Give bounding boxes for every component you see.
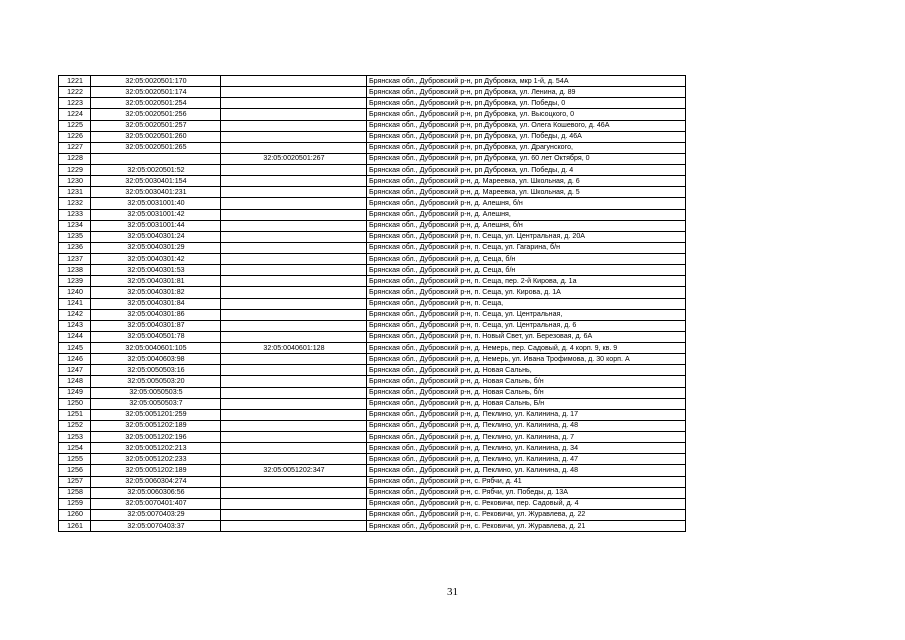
registry-table (58, 75, 686, 532)
table-row (59, 409, 686, 420)
table-row (59, 398, 686, 409)
table-row (59, 498, 686, 509)
linked-cadastral-number-cell (221, 265, 367, 276)
linked-cadastral-number-cell (221, 276, 367, 287)
cadastral-number-cell: 32:05:0020501:174 (91, 87, 221, 98)
table-row (59, 220, 686, 231)
table-row (59, 331, 686, 342)
cadastral-number-cell: 32:05:0051202:196 (91, 432, 221, 443)
table-row (59, 343, 686, 354)
table-row (59, 142, 686, 153)
cadastral-number-cell: 32:05:0050503:16 (91, 365, 221, 376)
linked-cadastral-number-cell (221, 454, 367, 465)
row-number-cell: 1228 (59, 153, 91, 164)
address-cell: Брянская обл., Дубровский р-н, п. Сеща, (367, 298, 686, 309)
cadastral-number-cell: 32:05:0050503:5 (91, 387, 221, 398)
table-row (59, 120, 686, 131)
table-row (59, 109, 686, 120)
row-number-cell: 1232 (59, 198, 91, 209)
table-row (59, 198, 686, 209)
table-row (59, 187, 686, 198)
cadastral-number-cell: 32:05:0051202:189 (91, 420, 221, 431)
table-row (59, 87, 686, 98)
table-row (59, 254, 686, 265)
cadastral-number-cell: 32:05:0040301:84 (91, 298, 221, 309)
cadastral-number-cell: 32:05:0031001:42 (91, 209, 221, 220)
cadastral-number-cell: 32:05:0040301:29 (91, 242, 221, 253)
row-number-cell: 1261 (59, 521, 91, 532)
linked-cadastral-number-cell (221, 476, 367, 487)
address-cell: Брянская обл., Дубровский р-н, д. Немерь, ул. Ивана Трофимова, д. 30 корп. А (367, 354, 686, 365)
address-cell: Брянская обл., Дубровский р-н, д. Немерь, пер. Садовый, д. 4 корп. 9, кв. 9 (367, 343, 686, 354)
cadastral-number-cell: 32:05:0040301:82 (91, 287, 221, 298)
cadastral-number-cell: 32:05:0020501:254 (91, 98, 221, 109)
cadastral-number-cell: 32:05:0020501:265 (91, 142, 221, 153)
address-cell: Брянская обл., Дубровский р-н, рп.Дубровка, ул. Драгунского, (367, 142, 686, 153)
linked-cadastral-number-cell (221, 498, 367, 509)
address-cell: Брянская обл., Дубровский р-н, рп Дубровка, ул. 60 лет Октября, 0 (367, 153, 686, 164)
row-number-cell: 1249 (59, 387, 91, 398)
page-number: 31 (447, 586, 458, 598)
cadastral-number-cell: 32:05:0030401:154 (91, 176, 221, 187)
row-number-cell: 1246 (59, 354, 91, 365)
row-number-cell: 1225 (59, 120, 91, 131)
linked-cadastral-number-cell (221, 298, 367, 309)
row-number-cell: 1241 (59, 298, 91, 309)
linked-cadastral-number-cell (221, 354, 367, 365)
table-row (59, 209, 686, 220)
cadastral-number-cell: 32:05:0040301:42 (91, 254, 221, 265)
row-number-cell: 1245 (59, 343, 91, 354)
address-cell: Брянская обл., Дубровский р-н, д. Мареевка, ул. Школьная, д. 6 (367, 176, 686, 187)
linked-cadastral-number-cell (221, 365, 367, 376)
linked-cadastral-number-cell (221, 176, 367, 187)
address-cell: Брянская обл., Дубровский р-н, рп Дубровка, ул. Ленина, д. 89 (367, 87, 686, 98)
cadastral-number-cell: 32:05:0070401:407 (91, 498, 221, 509)
address-cell: Брянская обл., Дубровский р-н, д. Пеклино, ул. Калинина, д. 48 (367, 465, 686, 476)
linked-cadastral-number-cell (221, 409, 367, 420)
address-cell: Брянская обл., Дубровский р-н, п. Сеща, ул. Центральная, д. 6 (367, 320, 686, 331)
table-row (59, 98, 686, 109)
cadastral-number-cell: 32:05:0050503:7 (91, 398, 221, 409)
cadastral-number-cell: 32:05:0070403:29 (91, 509, 221, 520)
row-number-cell: 1244 (59, 331, 91, 342)
linked-cadastral-number-cell (221, 209, 367, 220)
address-cell: Брянская обл., Дубровский р-н, рп Дубровка, ул. Победы, д. 46А (367, 131, 686, 142)
row-number-cell: 1224 (59, 109, 91, 120)
cadastral-number-cell: 32:05:0031001:44 (91, 220, 221, 231)
linked-cadastral-number-cell (221, 320, 367, 331)
row-number-cell: 1256 (59, 465, 91, 476)
registry-table-body (59, 76, 686, 532)
row-number-cell: 1250 (59, 398, 91, 409)
row-number-cell: 1255 (59, 454, 91, 465)
address-cell: Брянская обл., Дубровский р-н, с. Рябчи, д. 41 (367, 476, 686, 487)
row-number-cell: 1253 (59, 432, 91, 443)
row-number-cell: 1257 (59, 476, 91, 487)
row-number-cell: 1254 (59, 443, 91, 454)
address-cell: Брянская обл., Дубровский р-н, рп.Дубровка, ул. Олега Кошевого, д. 46А (367, 120, 686, 131)
address-cell: Брянская обл., Дубровский р-н, д. Пеклино, ул. Калинина, д. 17 (367, 409, 686, 420)
cadastral-number-cell: 32:05:0040301:53 (91, 265, 221, 276)
address-cell: Брянская обл., Дубровский р-н, п. Сеща, ул. Центральная, д. 20А (367, 231, 686, 242)
cadastral-number-cell: 32:05:0060304:274 (91, 476, 221, 487)
row-number-cell: 1236 (59, 242, 91, 253)
cadastral-number-cell: 32:05:0020501:170 (91, 76, 221, 87)
linked-cadastral-number-cell (221, 242, 367, 253)
address-cell: Брянская обл., Дубровский р-н, д. Мареевка, ул. Школьная, д. 5 (367, 187, 686, 198)
address-cell: Брянская обл., Дубровский р-н, д. Пеклино, ул. Калинина, д. 34 (367, 443, 686, 454)
address-cell: Брянская обл., Дубровский р-н, с. Рековичи, ул. Журавлева, д. 22 (367, 509, 686, 520)
table-row (59, 432, 686, 443)
address-cell: Брянская обл., Дубровский р-н, д. Новая Сальнь, б/н (367, 387, 686, 398)
table-row (59, 487, 686, 498)
address-cell: Брянская обл., Дубровский р-н, п. Новый Свет, ул. Березовая, д. 6А (367, 331, 686, 342)
linked-cadastral-number-cell (221, 254, 367, 265)
cadastral-number-cell: 32:05:0040603:98 (91, 354, 221, 365)
address-cell: Брянская обл., Дубровский р-н, д. Алешня, (367, 209, 686, 220)
table-row (59, 287, 686, 298)
row-number-cell: 1221 (59, 76, 91, 87)
address-cell: Брянская обл., Дубровский р-н, д. Алешня, б/н (367, 198, 686, 209)
table-row (59, 309, 686, 320)
linked-cadastral-number-cell (221, 509, 367, 520)
linked-cadastral-number-cell (221, 331, 367, 342)
table-row (59, 476, 686, 487)
linked-cadastral-number-cell: 32:05:0040601:128 (221, 343, 367, 354)
linked-cadastral-number-cell (221, 87, 367, 98)
address-cell: Брянская обл., Дубровский р-н, д. Сеща, б/н (367, 254, 686, 265)
cadastral-number-cell: 32:05:0020501:257 (91, 120, 221, 131)
cadastral-number-cell: 32:05:0040301:24 (91, 231, 221, 242)
row-number-cell: 1252 (59, 420, 91, 431)
linked-cadastral-number-cell (221, 443, 367, 454)
row-number-cell: 1222 (59, 87, 91, 98)
linked-cadastral-number-cell (221, 287, 367, 298)
cadastral-number-cell: 32:05:0050503:20 (91, 376, 221, 387)
address-cell: Брянская обл., Дубровский р-н, п. Сеща, ул. Центральная, (367, 309, 686, 320)
cadastral-number-cell: 32:05:0051202:233 (91, 454, 221, 465)
table-row (59, 165, 686, 176)
address-cell: Брянская обл., Дубровский р-н, д. Сеща, б/н (367, 265, 686, 276)
row-number-cell: 1243 (59, 320, 91, 331)
table-row (59, 465, 686, 476)
address-cell: Брянская обл., Дубровский р-н, д. Пеклино, ул. Калинина, д. 47 (367, 454, 686, 465)
row-number-cell: 1233 (59, 209, 91, 220)
row-number-cell: 1227 (59, 142, 91, 153)
table-row (59, 376, 686, 387)
row-number-cell: 1247 (59, 365, 91, 376)
table-row (59, 354, 686, 365)
address-cell: Брянская обл., Дубровский р-н, п. Сеща, пер. 2-й Кирова, д. 1а (367, 276, 686, 287)
address-cell: Брянская обл., Дубровский р-н, с. Рековичи, пер. Садовый, д. 4 (367, 498, 686, 509)
cadastral-number-cell: 32:05:0051201:259 (91, 409, 221, 420)
cadastral-number-cell: 32:05:0020501:260 (91, 131, 221, 142)
cadastral-number-cell: 32:05:0020501:256 (91, 109, 221, 120)
row-number-cell: 1259 (59, 498, 91, 509)
linked-cadastral-number-cell (221, 231, 367, 242)
table-row (59, 276, 686, 287)
linked-cadastral-number-cell (221, 76, 367, 87)
table-row (59, 365, 686, 376)
table-row (59, 509, 686, 520)
table-row (59, 521, 686, 532)
row-number-cell: 1229 (59, 165, 91, 176)
linked-cadastral-number-cell (221, 220, 367, 231)
row-number-cell: 1239 (59, 276, 91, 287)
linked-cadastral-number-cell (221, 131, 367, 142)
table-row (59, 231, 686, 242)
linked-cadastral-number-cell (221, 198, 367, 209)
table-row (59, 320, 686, 331)
address-cell: Брянская обл., Дубровский р-н, с. Рековичи, ул. Журавлева, д. 21 (367, 521, 686, 532)
row-number-cell: 1251 (59, 409, 91, 420)
row-number-cell: 1231 (59, 187, 91, 198)
table-row (59, 387, 686, 398)
linked-cadastral-number-cell (221, 521, 367, 532)
address-cell: Брянская обл., Дубровский р-н, д. Новая Сальнь, Б/н (367, 398, 686, 409)
table-row (59, 420, 686, 431)
cadastral-number-cell: 32:05:0040601:105 (91, 343, 221, 354)
cadastral-number-cell: 32:05:0070403:37 (91, 521, 221, 532)
cadastral-number-cell: 32:05:0060306:56 (91, 487, 221, 498)
address-cell: Брянская обл., Дубровский р-н, д. Новая Сальнь, (367, 365, 686, 376)
address-cell: Брянская обл., Дубровский р-н, рп Дубровка, ул. Победы, д. 4 (367, 165, 686, 176)
cadastral-number-cell (91, 153, 221, 164)
row-number-cell: 1238 (59, 265, 91, 276)
row-number-cell: 1240 (59, 287, 91, 298)
table-row (59, 265, 686, 276)
linked-cadastral-number-cell (221, 432, 367, 443)
cadastral-number-cell: 32:05:0020501:52 (91, 165, 221, 176)
row-number-cell: 1248 (59, 376, 91, 387)
linked-cadastral-number-cell (221, 376, 367, 387)
cadastral-number-cell: 32:05:0051202:213 (91, 443, 221, 454)
table-row (59, 298, 686, 309)
row-number-cell: 1226 (59, 131, 91, 142)
row-number-cell: 1223 (59, 98, 91, 109)
address-cell: Брянская обл., Дубровский р-н, рп.Дубровка, ул. Победы, 0 (367, 98, 686, 109)
linked-cadastral-number-cell: 32:05:0051202:347 (221, 465, 367, 476)
address-cell: Брянская обл., Дубровский р-н, рп Дубровка, мкр 1-й, д. 54А (367, 76, 686, 87)
linked-cadastral-number-cell (221, 98, 367, 109)
row-number-cell: 1237 (59, 254, 91, 265)
row-number-cell: 1230 (59, 176, 91, 187)
linked-cadastral-number-cell (221, 109, 367, 120)
address-cell: Брянская обл., Дубровский р-н, п. Сеща, ул. Кирова, д. 1А (367, 287, 686, 298)
linked-cadastral-number-cell (221, 165, 367, 176)
address-cell: Брянская обл., Дубровский р-н, д. Алешня, б/н (367, 220, 686, 231)
linked-cadastral-number-cell (221, 398, 367, 409)
table-row (59, 242, 686, 253)
cadastral-number-cell: 32:05:0031001:40 (91, 198, 221, 209)
row-number-cell: 1242 (59, 309, 91, 320)
cadastral-number-cell: 32:05:0040501:78 (91, 331, 221, 342)
linked-cadastral-number-cell (221, 487, 367, 498)
cadastral-number-cell: 32:05:0040301:87 (91, 320, 221, 331)
table-row (59, 131, 686, 142)
cadastral-number-cell: 32:05:0030401:231 (91, 187, 221, 198)
table-row (59, 176, 686, 187)
address-cell: Брянская обл., Дубровский р-н, д. Новая Сальнь, б/н (367, 376, 686, 387)
linked-cadastral-number-cell (221, 387, 367, 398)
table-row (59, 443, 686, 454)
linked-cadastral-number-cell (221, 142, 367, 153)
table-row (59, 153, 686, 164)
row-number-cell: 1260 (59, 509, 91, 520)
linked-cadastral-number-cell: 32:05:0020501:267 (221, 153, 367, 164)
address-cell: Брянская обл., Дубровский р-н, д. Пеклино, ул. Калинина, д. 48 (367, 420, 686, 431)
cadastral-number-cell: 32:05:0051202:189 (91, 465, 221, 476)
address-cell: Брянская обл., Дубровский р-н, п. Сеща, ул. Гагарина, б/н (367, 242, 686, 253)
cadastral-number-cell: 32:05:0040301:81 (91, 276, 221, 287)
linked-cadastral-number-cell (221, 187, 367, 198)
table-row (59, 454, 686, 465)
table-row (59, 76, 686, 87)
address-cell: Брянская обл., Дубровский р-н, рп Дубровка, ул. Высоцкого, 0 (367, 109, 686, 120)
row-number-cell: 1234 (59, 220, 91, 231)
address-cell: Брянская обл., Дубровский р-н, с. Рябчи, ул. Победы, д. 13А (367, 487, 686, 498)
row-number-cell: 1258 (59, 487, 91, 498)
address-cell: Брянская обл., Дубровский р-н, д. Пеклино, ул. Калинина, д. 7 (367, 432, 686, 443)
row-number-cell: 1235 (59, 231, 91, 242)
linked-cadastral-number-cell (221, 420, 367, 431)
cadastral-number-cell: 32:05:0040301:86 (91, 309, 221, 320)
linked-cadastral-number-cell (221, 120, 367, 131)
linked-cadastral-number-cell (221, 309, 367, 320)
